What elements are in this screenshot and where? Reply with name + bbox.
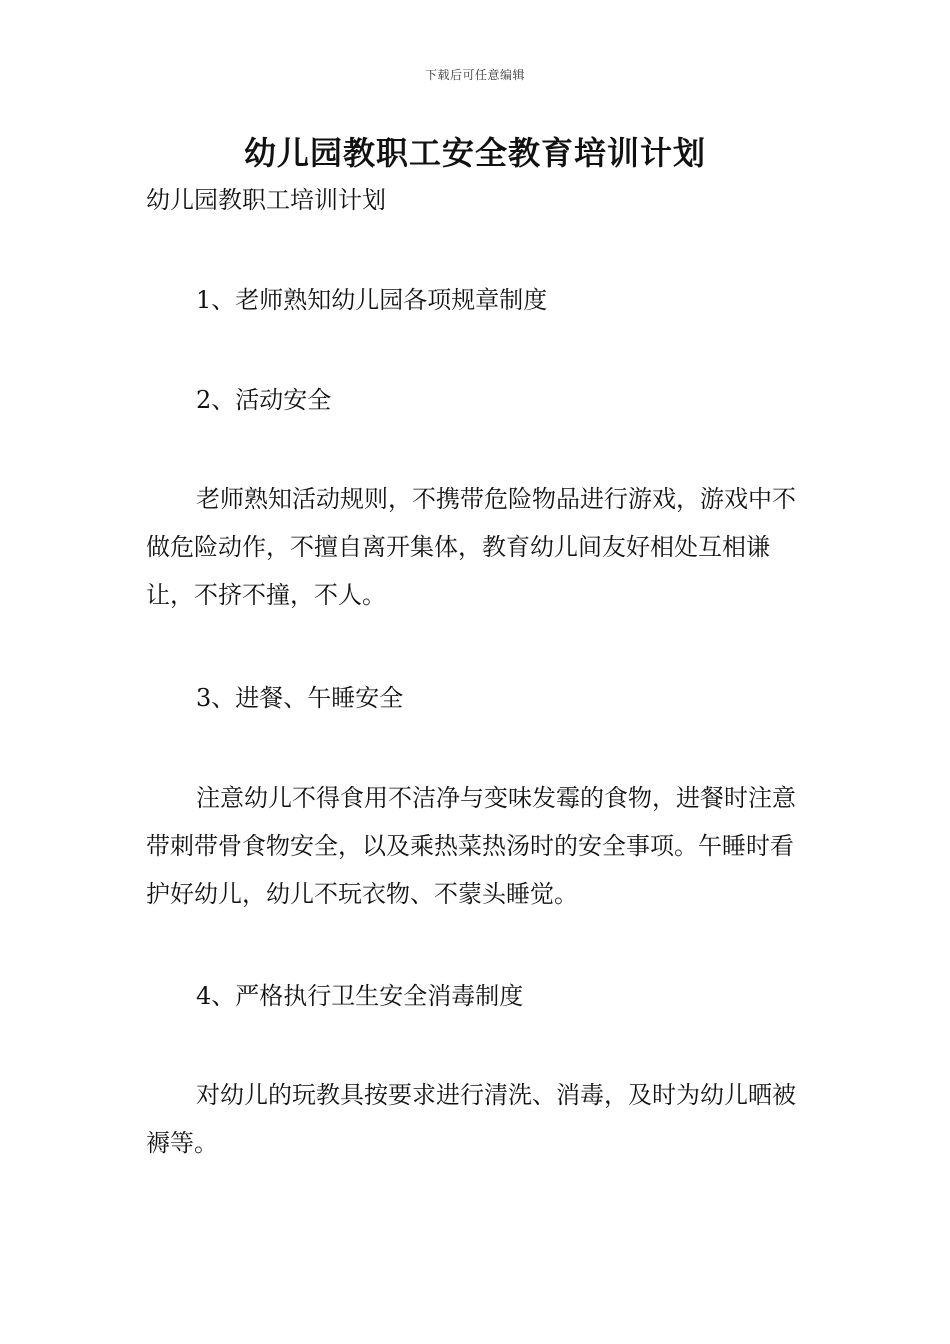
section-1-heading: 1、老师熟知幼儿园各项规章制度 xyxy=(196,286,548,314)
header-note: 下载后可任意编辑 xyxy=(424,68,525,82)
section-2-paragraph: 老师熟知活动规则，不携带危险物品进行游戏，游戏中不做危险动作，不擅自离开集体，教育幼儿间友好相处互相谦让，不挤不撞，不人。 xyxy=(146,485,796,609)
section-4-paragraph: 对幼儿的玩教具按要求进行清洗、消毒，及时为幼儿晒被褥等。 xyxy=(146,1081,796,1157)
section-4-heading: 4、严格执行卫生安全消毒制度 xyxy=(196,982,524,1010)
document-title: 幼儿园教职工安全教育培训计划 xyxy=(243,134,706,172)
section-3-heading: 3、进餐、午睡安全 xyxy=(196,684,404,712)
document-subtitle: 幼儿园教职工培训计划 xyxy=(146,186,386,214)
section-2-heading: 2、活动安全 xyxy=(196,386,332,414)
section-3-paragraph: 注意幼儿不得食用不洁净与变味发霉的食物，进餐时注意带刺带骨食物安全，以及乘热菜热汤时的安全事项。午睡时看护好幼儿，幼儿不玩衣物、不蒙头睡觉。 xyxy=(146,784,796,908)
